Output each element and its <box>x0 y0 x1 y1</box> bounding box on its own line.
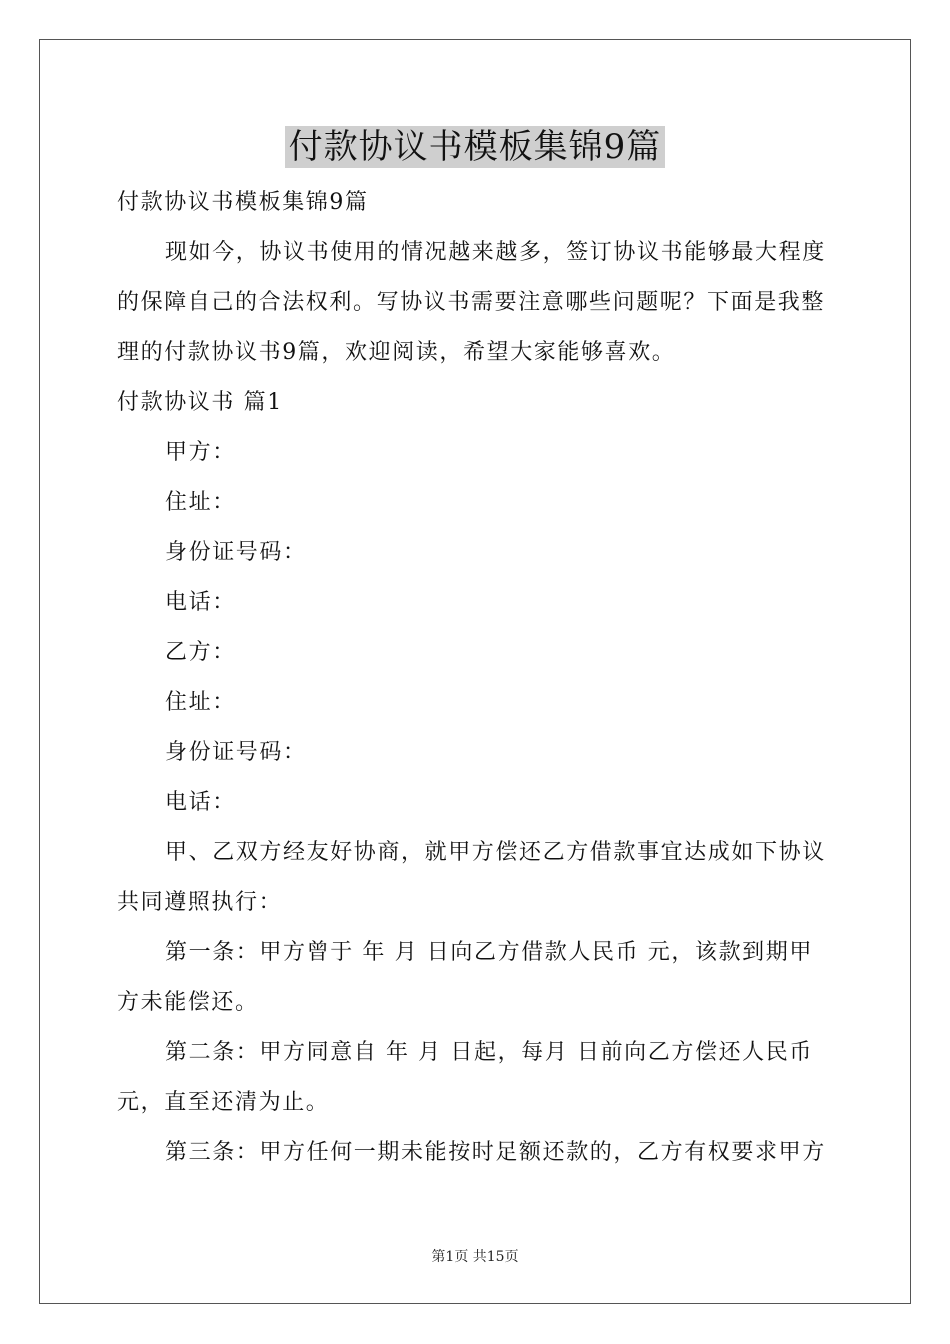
paragraph-line: 第三条：甲方任何一期未能按时足额还款的，乙方有权要求甲方 <box>165 1140 826 1165</box>
paragraph-line: 电话： <box>165 590 236 615</box>
paragraph-line: 方未能偿还。 <box>117 990 259 1015</box>
paragraph-line: 住址： <box>165 690 236 715</box>
paragraph-line: 电话： <box>165 790 236 815</box>
paragraph-line: 第二条：甲方同意自 年 月 日起，每月 日前向乙方偿还人民币 <box>165 1040 813 1065</box>
paragraph-line: 乙方： <box>165 640 236 665</box>
paragraph-line: 理的付款协议书9篇，欢迎阅读，希望大家能够喜欢。 <box>117 340 676 365</box>
page-footer: 第1页 共15页 <box>431 1249 519 1265</box>
paragraph-line: 付款协议书模板集锦9篇 <box>117 190 369 215</box>
paragraph-line: 第一条：甲方曾于 年 月 日向乙方借款人民币 元，该款到期甲 <box>165 940 813 965</box>
paragraph-line: 身份证号码： <box>165 740 307 765</box>
paragraph-line: 元，直至还清为止。 <box>117 1090 330 1115</box>
paragraph-line: 甲、乙双方经友好协商，就甲方偿还乙方借款事宜达成如下协议 <box>165 840 826 865</box>
paragraph-line: 现如今，协议书使用的情况越来越多，签订协议书能够最大程度 <box>165 240 826 265</box>
paragraph-line: 甲方： <box>165 440 236 465</box>
paragraph-line: 住址： <box>165 490 236 515</box>
title-wrap <box>0 126 950 168</box>
paragraph-line: 共同遵照执行： <box>117 890 283 915</box>
document-title: 付款协议书模板集锦9篇 <box>285 126 666 168</box>
paragraph-line: 身份证号码： <box>165 540 307 565</box>
paragraph-line: 付款协议书 篇1 <box>117 390 283 415</box>
document-body <box>117 178 833 1178</box>
paragraph-line: 的保障自己的合法权利。写协议书需要注意哪些问题呢？下面是我整 <box>117 290 826 315</box>
